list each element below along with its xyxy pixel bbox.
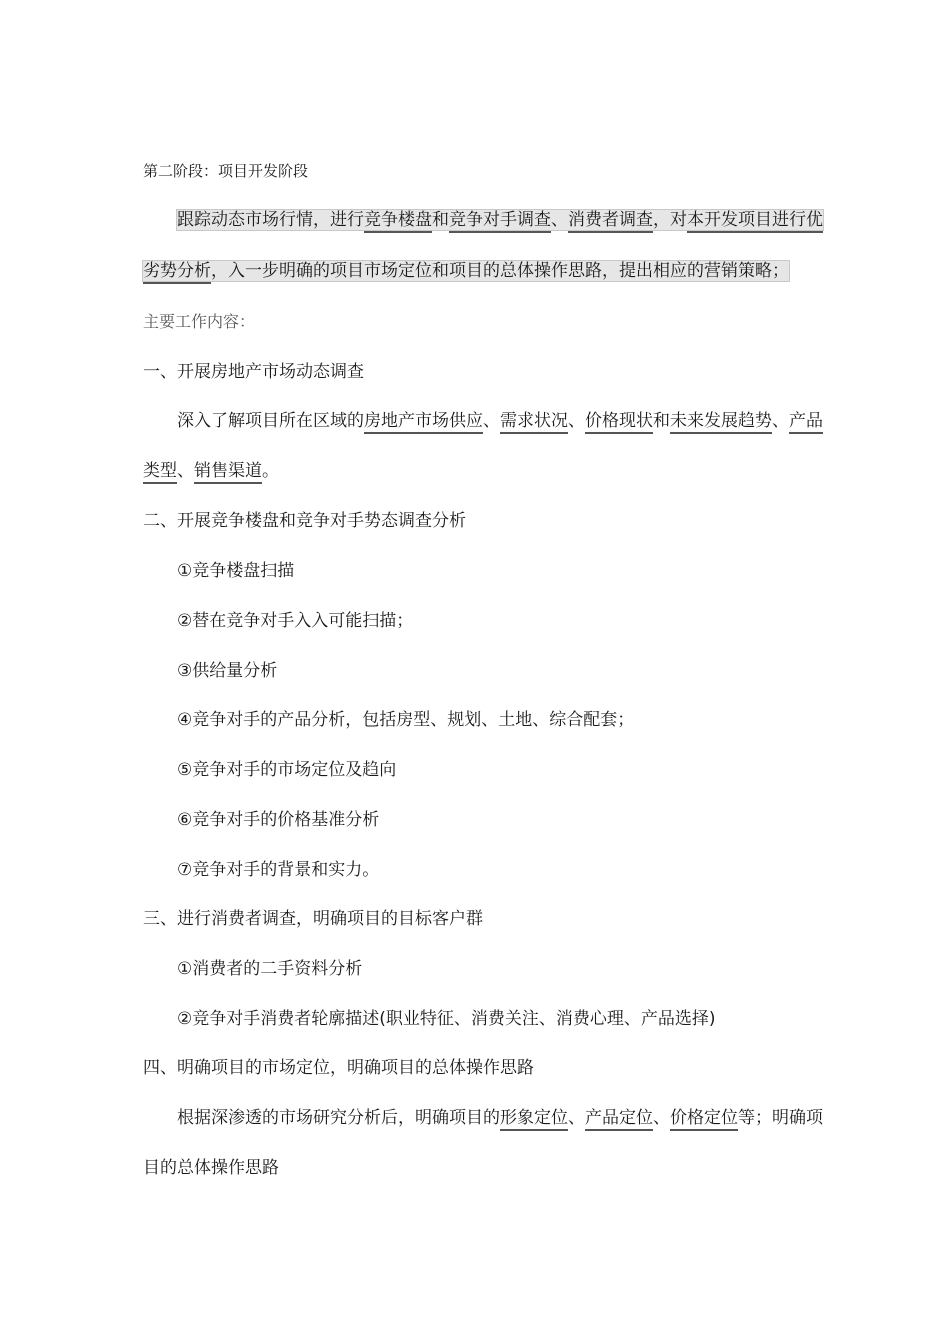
section3-item: ①消费者的二手资料分析 xyxy=(177,959,363,979)
section4-heading: 四、明确项目的市场定位，明确项目的总体操作思路 xyxy=(143,1058,534,1078)
intro-highlight-1 xyxy=(177,210,823,230)
para-text: 、 xyxy=(568,1108,585,1128)
para-text: 和 xyxy=(653,411,670,431)
para-text: 。 xyxy=(262,461,279,481)
para-text: 、 xyxy=(483,411,500,431)
intro-text: 和 xyxy=(432,210,449,230)
section2-item: ⑥竞争对手的价格基准分析 xyxy=(177,810,380,830)
section2-item: ③供给量分析 xyxy=(177,661,278,681)
keyword-supply: 房地产市场供应 xyxy=(364,411,483,434)
section3-item: ②竞争对手消费者轮廓描述(职业特征、消费关注、消费心理、产品选择) xyxy=(177,1009,716,1029)
keyword-swot-cont: 劣势分析 xyxy=(143,261,211,284)
para-text: 根据深渗透的市场研究分析后，明确项目的 xyxy=(177,1108,500,1128)
intro-text: ，对 xyxy=(653,210,687,230)
keyword-product-positioning: 产品定位 xyxy=(585,1108,653,1131)
main-content-label: 主要工作内容： xyxy=(143,312,256,331)
keyword-trend: 未来发展趋势 xyxy=(670,411,772,434)
stage-title: 第二阶段：项目开发阶段 xyxy=(143,162,309,180)
section2-item: ②替在竞争对手入入可能扫描； xyxy=(177,611,414,631)
section4-para-line-2: 目的总体操作思路 xyxy=(143,1158,279,1178)
section2-item: ⑤竞争对手的市场定位及趋向 xyxy=(177,760,397,780)
keyword-price-positioning: 价格定位 xyxy=(670,1108,738,1131)
keyword-product-type-cont: 类型 xyxy=(143,461,177,484)
intro-text: 跟踪动态市场行情，进行 xyxy=(177,210,364,230)
section2-item: ⑦竞争对手的背景和实力。 xyxy=(177,860,380,880)
section2-item: ④竞争对手的产品分析，包括房型、规划、土地、综合配套； xyxy=(177,710,635,730)
section1-para-line-1 xyxy=(177,409,823,433)
keyword-price: 价格现状 xyxy=(585,411,653,434)
keyword-competitor-survey: 竞争对手调查 xyxy=(449,210,551,233)
para-text: 、 xyxy=(177,461,194,481)
section4-para-line-1 xyxy=(177,1106,823,1130)
keyword-consumer-survey: 消费者调查 xyxy=(568,210,653,233)
para-text: 、 xyxy=(772,411,789,431)
section2-heading: 二、开展竞争楼盘和竞争对手势态调查分析 xyxy=(143,511,466,531)
intro-line-1 xyxy=(177,208,823,232)
keyword-demand: 需求状况 xyxy=(500,411,568,434)
keyword-sales-channel: 销售渠道 xyxy=(194,461,262,484)
section3-heading: 三、进行消费者调查，明确项目的目标客户群 xyxy=(143,909,483,929)
intro-text: 、 xyxy=(551,210,568,230)
para-text: 深入了解项目所在区域的 xyxy=(177,411,364,431)
keyword-product-type: 产品 xyxy=(789,411,823,434)
para-text: 等；明确项 xyxy=(738,1108,823,1128)
intro-line-2 xyxy=(143,259,789,283)
intro-text: ，入一步明确的项目市场定位和项目的总体操作思路，提出相应的营销策略； xyxy=(211,261,789,281)
intro-highlight-2 xyxy=(143,261,789,281)
para-text: 、 xyxy=(568,411,585,431)
keyword-swot: 本开发项目进行优 xyxy=(687,210,823,233)
para-text: 、 xyxy=(653,1108,670,1128)
keyword-competing-projects: 竞争楼盘 xyxy=(364,210,432,233)
section2-item: ①竞争楼盘扫描 xyxy=(177,561,295,581)
section1-heading: 一、开展房地产市场动态调查 xyxy=(143,362,364,382)
keyword-image-positioning: 形象定位 xyxy=(500,1108,568,1131)
section1-para-line-2 xyxy=(143,459,279,483)
